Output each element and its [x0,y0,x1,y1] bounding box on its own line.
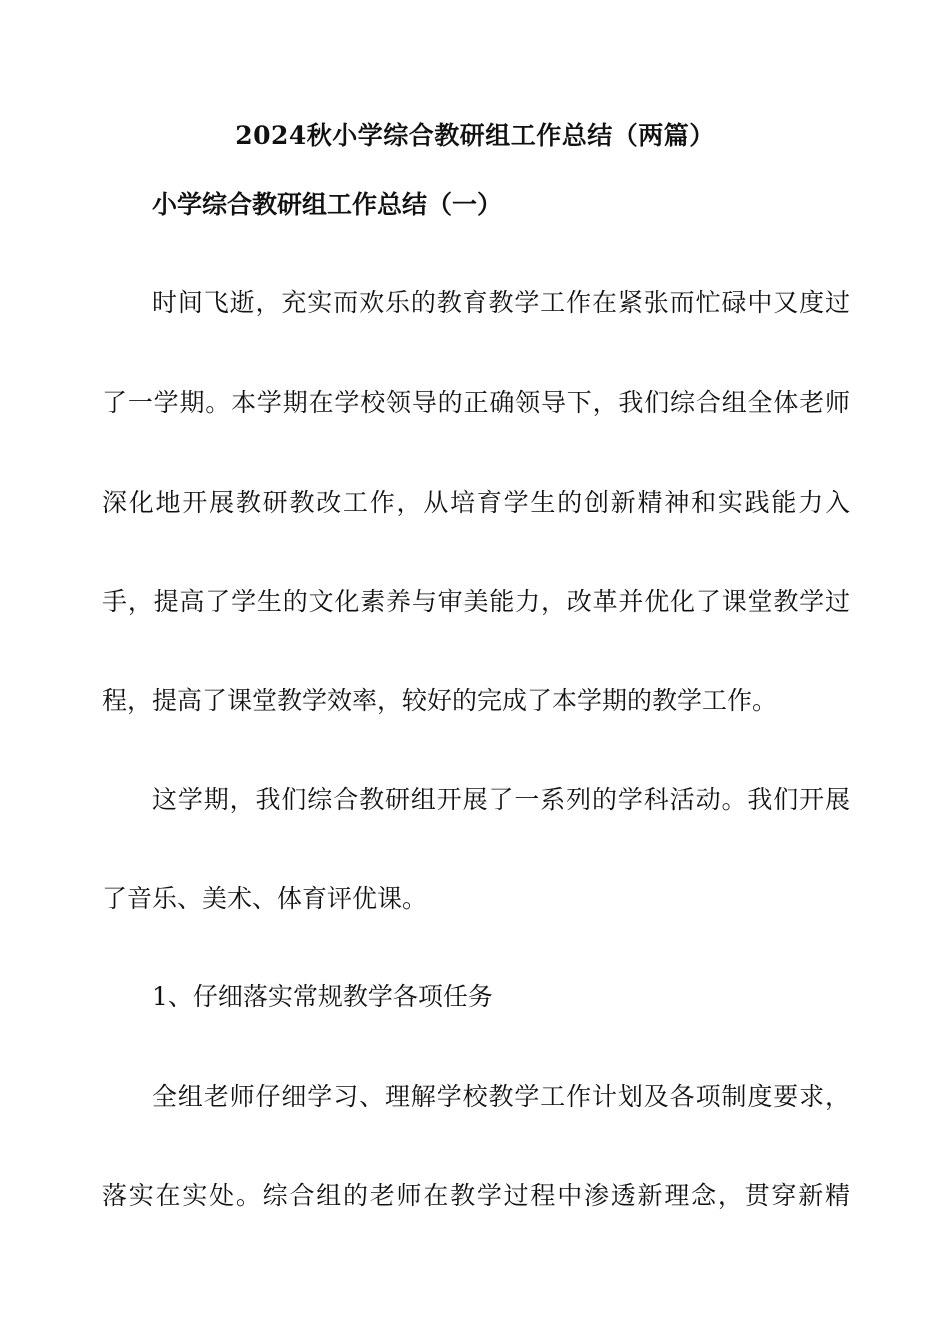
list-item-heading-1: 1、仔细落实常规教学各项任务 [152,982,493,1011]
document-title: 2024秋小学综合教研组工作总结（两篇） [235,121,715,150]
paragraph-2-line-2: 了音乐、美术、体育评优课。 [102,884,428,913]
paragraph-1-line-2: 了一学期。本学期在学校领导的正确领导下，我们综合组全体老师 [102,388,850,417]
paragraph-1-line-3: 深化地开展教研教改工作，从培育学生的创新精神和实践能力入 [102,488,850,517]
paragraph-1-line-4: 手，提高了学生的文化素养与审美能力，改革并优化了课堂教学过 [102,587,850,616]
section-title: 小学综合教研组工作总结（一） [152,190,503,219]
paragraph-1-line-1: 时间飞逝，充实而欢乐的教育教学工作在紧张而忙碌中又度过 [152,288,850,317]
paragraph-2-line-1: 这学期，我们综合教研组开展了一系列的学科活动。我们开展 [152,785,850,814]
paragraph-3-line-2: 落实在实处。综合组的老师在教学过程中渗透新理念，贯穿新精 [102,1181,850,1210]
paragraph-3-line-1: 全组老师仔细学习、理解学校教学工作计划及各项制度要求， [152,1082,850,1111]
paragraph-1-line-5: 程，提高了课堂教学效率，较好的完成了本学期的教学工作。 [102,686,778,715]
